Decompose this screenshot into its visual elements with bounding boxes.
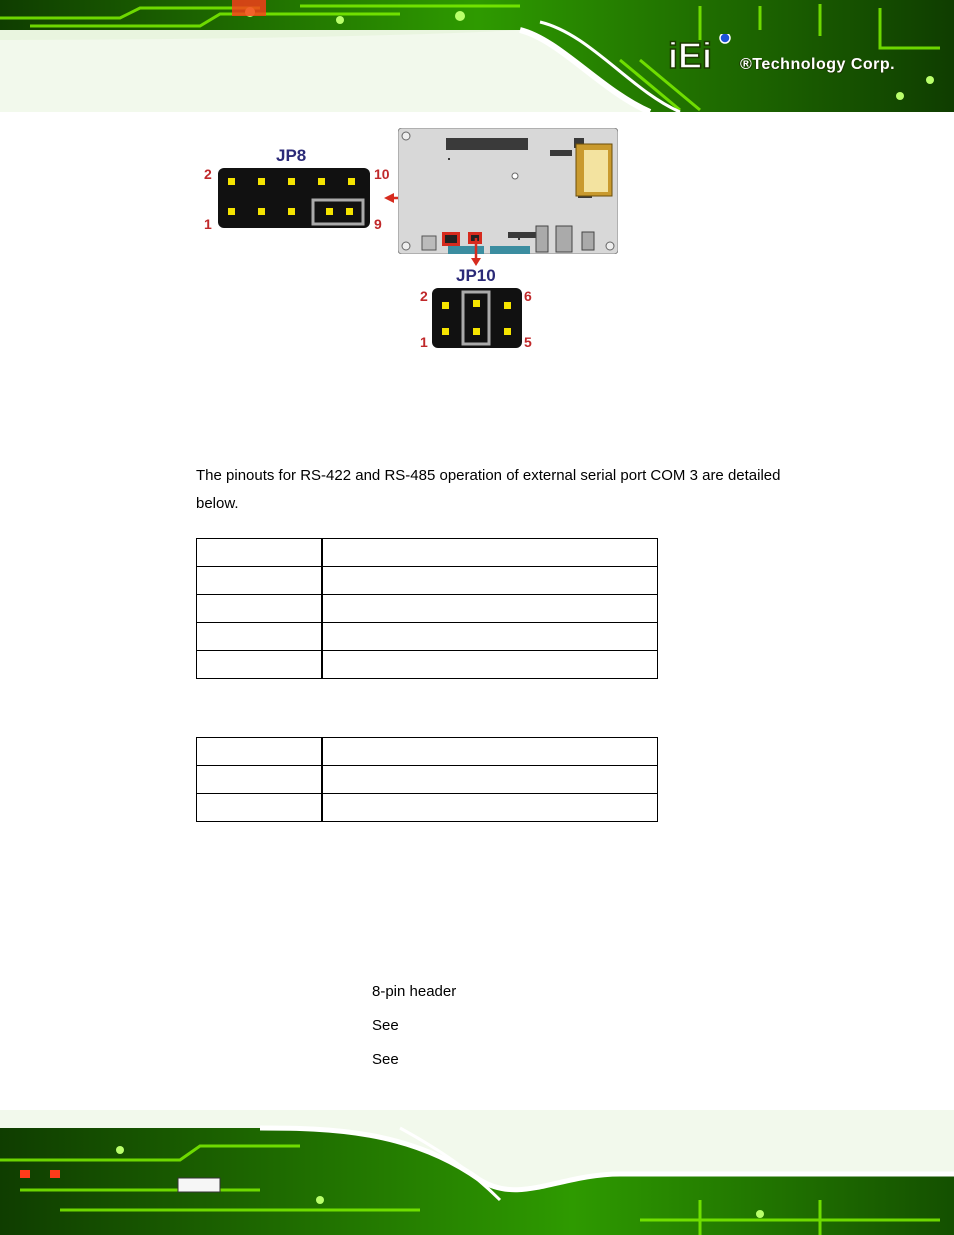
jp10-pointer-arrow [468, 238, 484, 268]
company-logo [668, 34, 736, 74]
rs485-pinout-table [196, 737, 658, 822]
rs422-description-cell [322, 595, 658, 623]
rs485-pin-cell [197, 794, 323, 822]
rs422-pinout-table [196, 538, 658, 679]
jp10-header-graphic [432, 288, 522, 348]
rs485-row [197, 794, 658, 822]
rs422-description-cell [322, 651, 658, 679]
jp8-header-graphic [218, 168, 370, 228]
rs422-pin-cell [197, 567, 323, 595]
jp10-pin-top-left: 2 [420, 288, 428, 304]
board-diagram [398, 128, 618, 254]
rs422-description-cell [322, 539, 658, 567]
rs485-description-cell [322, 794, 658, 822]
jp8-pin-bottom-right: 9 [374, 216, 382, 232]
spec-item-3: See [372, 1051, 399, 1068]
rs485-pin-cell [197, 766, 323, 794]
rs485-row [197, 766, 658, 794]
jumper-figure [196, 126, 626, 356]
rs422-row [197, 539, 658, 567]
rs422-pin-cell [197, 595, 323, 623]
rs422-row [197, 567, 658, 595]
rs422-row [197, 595, 658, 623]
rs422-pin-cell [197, 651, 323, 679]
rs422-pin-cell [197, 539, 323, 567]
rs422-description-cell [322, 567, 658, 595]
spec-item-1: 8-pin header [372, 983, 457, 1000]
rs422-row [197, 623, 658, 651]
jp8-pin-bottom-left: 1 [204, 216, 212, 232]
company-name: ®Technology Corp. [740, 56, 896, 73]
rs422-description-cell [322, 623, 658, 651]
svg-text:iEi: iEi [668, 35, 713, 74]
footer-banner [0, 1110, 954, 1235]
jp10-pin-top-right: 6 [524, 288, 532, 304]
jp10-pin-bottom-right: 5 [524, 334, 532, 350]
jp10-pin-bottom-left: 1 [420, 334, 428, 350]
intro-paragraph: The pinouts for RS-422 and RS-485 operation of external serial port COM 3 are detailed below. [196, 467, 781, 512]
jp8-pin-top-left: 2 [204, 166, 212, 182]
rs485-description-cell [322, 766, 658, 794]
spec-item-2: See [372, 1017, 399, 1034]
rs422-pin-cell [197, 623, 323, 651]
rs422-row [197, 651, 658, 679]
jp10-label: JP10 [456, 266, 496, 285]
rs485-description-cell [322, 738, 658, 766]
jp8-label: JP8 [276, 146, 307, 165]
rs485-row [197, 738, 658, 766]
rs485-pin-cell [197, 738, 323, 766]
jp8-pin-top-right: 10 [374, 166, 390, 182]
